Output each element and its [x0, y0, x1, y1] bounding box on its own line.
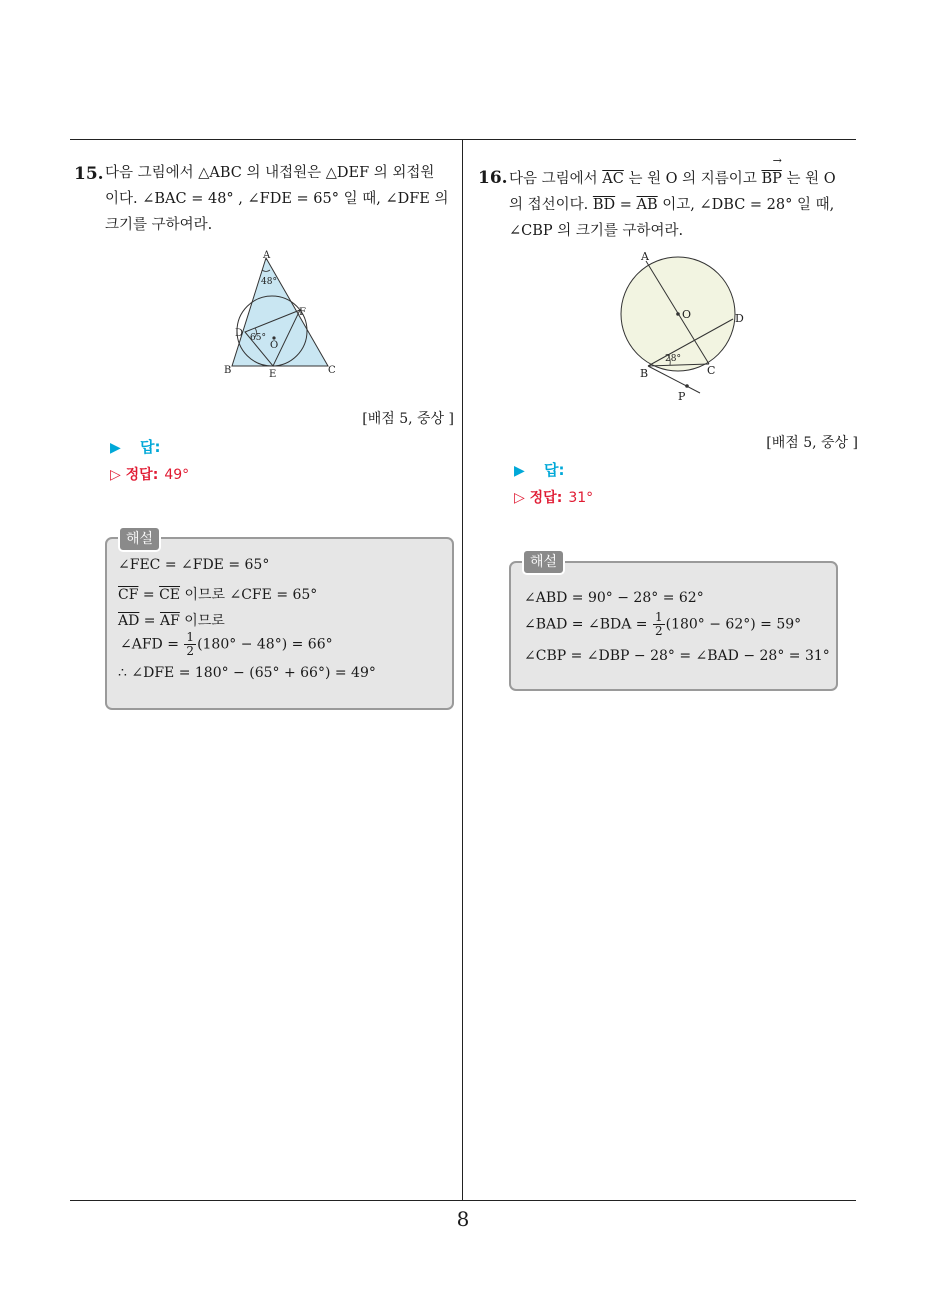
question-15-figure [215, 248, 345, 383]
question-15-correct-answer: ▷ 정답: 49° [110, 467, 190, 483]
label-f: F [299, 307, 306, 318]
play-triangle-icon: ▶ [514, 463, 525, 479]
solution-16-line-1: ∠ABD = 90° − 28° = 62° [524, 590, 704, 606]
solution-15-line-3: $\overline{AD} = \overline{AF}$ 이므로 [118, 613, 225, 629]
question-15-line-1: 다음 그림에서 △ABC 의 내접원은 △DEF 의 외접원 [105, 165, 435, 181]
top-rule [70, 139, 856, 140]
label-c: C [707, 364, 716, 377]
label-b: B [224, 365, 232, 376]
question-15-number: 15. [74, 164, 104, 184]
question-16-line-2: 의 접선이다. $\overline{BD} = \overline{AB}$ 이고, ∠DBC = 28° 일 때, [509, 197, 835, 213]
point-p-dot [685, 384, 689, 388]
column-divider [462, 139, 463, 1200]
question-15-score: [배점 5, 중상 ] [362, 411, 454, 427]
question-15-correct-value: 49° [164, 467, 190, 483]
label-28: 28° [665, 354, 681, 364]
label-65: 65° [250, 333, 266, 343]
outline-triangle-icon: ▷ [110, 467, 121, 483]
question-16-figure [610, 248, 770, 408]
label-a: A [263, 250, 271, 261]
question-15-answer-label: ▶ 답: [110, 438, 161, 456]
question-16-line-3: ∠CBP 의 크기를 구하여라. [509, 223, 684, 239]
label-a: A [641, 250, 649, 263]
question-15-solution-tag: 해설 [118, 526, 161, 552]
play-triangle-icon: ▶ [110, 440, 121, 456]
vector-bp: → $\overline{BP}$ [761, 154, 782, 187]
label-p: P [678, 390, 686, 403]
question-15-solution-box [105, 537, 454, 710]
question-16-score: [배점 5, 중상 ] [766, 435, 858, 451]
question-16-solution-tag: 해설 [522, 549, 565, 575]
question-16-correct-value: 31° [568, 490, 594, 506]
solution-16-line-3: ∠CBP = ∠DBP − 28° = ∠BAD − 28° = 31° [524, 648, 830, 664]
label-d: D [235, 328, 244, 339]
question-16-text [509, 154, 836, 244]
label-o: O [270, 340, 279, 351]
label-b: B [640, 367, 649, 380]
label-d: D [735, 312, 744, 325]
fraction-one-half: $\frac{1}{2}$ [654, 610, 663, 638]
solution-15-line-5: ∴ ∠DFE = 180° − (65° + 66°) = 49° [118, 665, 376, 681]
fraction-one-half: $\frac{1}{2}$ [186, 630, 195, 658]
question-15-text [105, 160, 448, 238]
label-e: E [269, 369, 277, 380]
question-16-solution-box [509, 561, 838, 691]
question-16-line-1: 다음 그림에서 $\overline{AC}$ 는 원 O 의 지름이고 → $\overline{BP}$ 는 원 O [509, 166, 836, 192]
outline-triangle-icon: ▷ [514, 490, 525, 506]
label-c: C [328, 365, 336, 376]
page-number: 8 [456, 1207, 470, 1231]
solution-15-line-4: ∠AFD = $\frac{1}{2}$ (180° − 48°) = 66° [120, 630, 333, 658]
question-16-answer-label: ▶ 답: [514, 461, 565, 479]
solution-15-line-1: ∠FEC = ∠FDE = 65° [118, 557, 270, 573]
question-15-line-2: 이다. ∠BAC = 48° , ∠FDE = 65° 일 때, ∠DFE 의 [105, 191, 449, 207]
label-o: O [682, 308, 692, 321]
question-16-correct-answer: ▷ 정답: 31° [514, 490, 594, 506]
bottom-rule [70, 1200, 856, 1201]
center-o-dot [676, 312, 680, 316]
solution-15-line-2: $\overline{CF} = \overline{CE}$ 이므로 ∠CFE = 65° [118, 587, 318, 603]
question-16-number: 16. [478, 168, 508, 188]
label-48: 48° [261, 277, 277, 287]
question-15-line-3: 크기를 구하여라. [105, 217, 213, 233]
solution-16-line-2: ∠BAD = ∠BDA = $\frac{1}{2}$ (180° − 62°) = 59° [524, 610, 802, 638]
triangle-abc [232, 258, 328, 366]
